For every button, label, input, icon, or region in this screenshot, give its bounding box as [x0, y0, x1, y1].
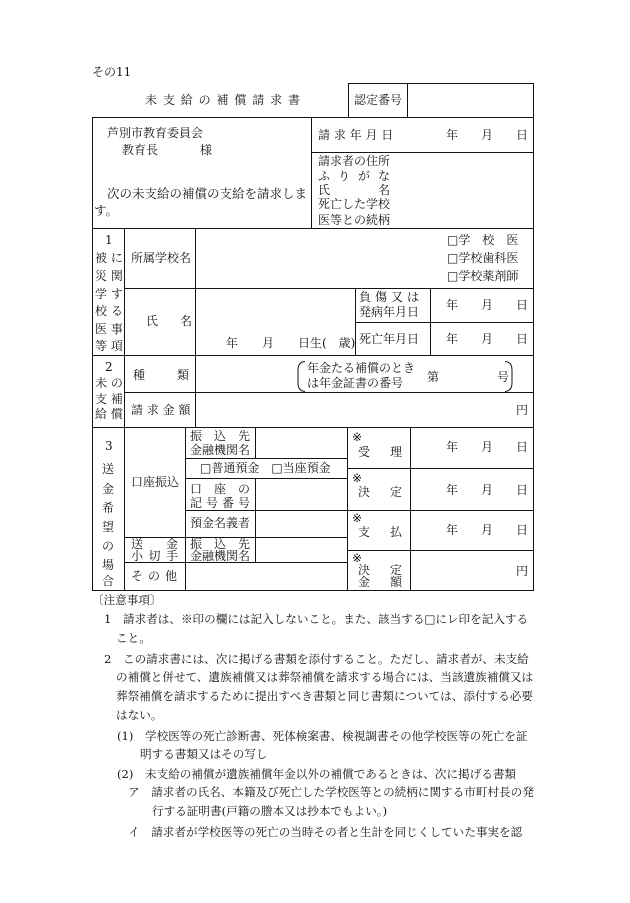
note-line: こと。 — [116, 631, 151, 645]
section1-heading-row: 等 項 — [95, 339, 123, 353]
date-year-unit: 年 — [446, 332, 459, 346]
date-year-unit: 年 — [446, 440, 459, 454]
note-line: (1) 学校医等の死亡診断書、死体検案書、検視調書その他学校医等の死亡を証 — [117, 729, 528, 743]
note-line: 明する書類又はその写し — [140, 747, 268, 761]
bank-name-label: 振 込 先 — [190, 429, 250, 443]
school-name-label: 所属学校名 — [131, 251, 192, 265]
date-year-unit: 年 — [446, 298, 459, 312]
section3-heading-char: 希 — [102, 501, 115, 515]
bank-name-label: 金融機関名 — [190, 443, 251, 457]
check-bank-name-label: 金融機関名 — [190, 549, 251, 563]
decided-amount-unit: 円 — [516, 564, 529, 578]
date-year-unit: 年 — [446, 523, 459, 537]
death-date-field — [446, 333, 528, 345]
office-use-mark: ※ — [352, 430, 363, 444]
payment-label: 支 払 — [358, 525, 402, 539]
certificate-number-suffix: 号 — [497, 370, 510, 384]
pension-note-line: は年金証書の番号 — [307, 376, 404, 390]
remittance-check-label: 送 金 — [131, 537, 178, 551]
date-month-unit: 月 — [480, 128, 493, 142]
bank-transfer-label: 口座振込 — [131, 475, 180, 489]
decision-date-field — [446, 484, 528, 496]
account-holder-label: 預金名義者 — [190, 516, 251, 530]
receipt-date-field — [446, 441, 528, 453]
section1-heading-row: 校 る — [95, 304, 123, 318]
claimant-address-label: 請求者の住所 — [318, 154, 391, 168]
death-date-label: 死亡年月日 — [359, 332, 420, 346]
certification-number-label: 認定番号 — [354, 93, 403, 107]
office-use-mark: ※ — [352, 551, 363, 565]
claimant-relation-label: 死亡した学校 — [318, 197, 391, 211]
claim-amount-label: 請 求 金 額 — [131, 403, 191, 417]
request-statement-line: 次の未支給の補償の支給を請求しま — [107, 186, 308, 201]
bracket-left — [298, 362, 305, 392]
claim-amount-unit: 円 — [516, 403, 529, 417]
note-line: 1 請求者は、※印の欄には記入しないこと。また、該当する□にレ印を記入する — [104, 612, 529, 626]
date-day-unit: 日 — [515, 298, 528, 312]
role-option-school-dentist: □学校歯科医 — [447, 251, 519, 265]
section2-heading-row: 未 の — [95, 376, 123, 390]
injury-date-label: 負 傷 又 は — [359, 290, 419, 304]
request-statement-line: す。 — [94, 203, 119, 218]
certificate-number-prefix: 第 — [427, 370, 440, 384]
claimant-name-label: 氏 名 — [318, 183, 390, 197]
injury-date-label: 発病年月日 — [359, 305, 420, 319]
check-bank-name-label: 振 込 先 — [190, 537, 250, 551]
section1-number: 1 — [105, 233, 113, 247]
date-day-unit: 日 — [515, 332, 528, 346]
remittance-check-label: 小 切 手 — [131, 549, 178, 563]
section3-heading-char: 金 — [102, 482, 115, 496]
note-line: 葬祭補償を請求するために提出すべき書類と同じ書類については、添付する必要 — [116, 689, 533, 703]
compensation-type-label: 種 類 — [133, 368, 189, 382]
decided-amount-label: 決 定 — [358, 563, 402, 577]
account-number-label: 記 号 番 号 — [190, 496, 250, 510]
date-month-unit: 月 — [480, 332, 493, 346]
section3-heading-char: 送 — [102, 462, 115, 476]
date-month-unit: 月 — [480, 440, 493, 454]
pension-note-line: 年金たる補償のとき — [307, 361, 416, 375]
note-line: 2 この請求書には、次に掲げる書類を添付すること。ただし、請求者が、未支給 — [104, 652, 529, 666]
section3-heading-char: 合 — [102, 574, 115, 588]
section2-heading-row: 給 償 — [95, 407, 123, 421]
date-month-unit: 月 — [480, 483, 493, 497]
decision-label: 決 定 — [358, 485, 402, 499]
account-type-options: □普通預金 □当座預金 — [200, 461, 331, 475]
section2-number: 2 — [105, 360, 113, 374]
note-line: 行する証明書(戸籍の謄本又は抄本でもよい。) — [152, 804, 388, 818]
notes-heading: 〔注意事項〕 — [92, 593, 162, 607]
receipt-label: 受 理 — [358, 445, 402, 459]
note-line: はない。 — [116, 708, 163, 722]
form-title: 未 支 給 の 補 償 請 求 書 — [145, 93, 300, 107]
section1-heading-row: 医 事 — [95, 322, 123, 336]
request-date-label: 請 求 年 月 日 — [318, 128, 394, 142]
section1-heading-row: 被 に — [95, 251, 123, 265]
section2-heading-row: 支 補 — [95, 392, 123, 406]
date-day-unit: 日 — [515, 128, 528, 142]
addressee-honorific: 様 — [200, 143, 213, 157]
date-day-unit: 日 — [515, 523, 528, 537]
date-month-unit: 月 — [480, 523, 493, 537]
date-day-unit: 日 — [515, 483, 528, 497]
other-method-label: そ の 他 — [131, 569, 177, 583]
request-date-field — [446, 129, 528, 141]
note-line: イ 請求者が学校医等の死亡の当時その者と生計を同じくしていた事実を認 — [128, 825, 523, 839]
payment-date-field — [446, 524, 528, 536]
date-year-unit: 年 — [446, 128, 459, 142]
birth-date-field: 年 月 日生( 歳) — [226, 336, 356, 350]
office-use-mark: ※ — [352, 471, 363, 485]
victim-name-label: 氏 名 — [146, 314, 192, 328]
role-option-school-pharmacist: □学校薬剤師 — [447, 269, 519, 283]
date-day-unit: 日 — [515, 440, 528, 454]
section3-heading-char: 場 — [102, 558, 115, 572]
note-line: ア 請求者の氏名、本籍及び死亡した学校医等との続柄に関する市町村長の発 — [128, 785, 534, 799]
section3-heading-char: の — [102, 539, 115, 553]
form-number: その11 — [92, 65, 132, 79]
date-month-unit: 月 — [480, 298, 493, 312]
section1-heading-row: 学 す — [95, 287, 123, 301]
office-use-mark: ※ — [352, 511, 363, 525]
section3-heading-char: 望 — [102, 520, 115, 534]
addressee-title: 教育長 — [122, 143, 159, 157]
claimant-relation-label: 医等との続柄 — [318, 213, 391, 227]
addressee-organization: 芦別市教育委員会 — [107, 126, 204, 140]
date-year-unit: 年 — [446, 483, 459, 497]
claimant-furigana-label: ふ り が な — [318, 169, 390, 183]
decided-amount-label: 金 額 — [358, 575, 402, 589]
injury-date-field — [446, 299, 528, 311]
role-option-school-doctor: □学 校 医 — [447, 233, 519, 247]
note-line: の補償と併せて、遺族補償又は葬祭補償を請求する場合には、当該遺族補償又は — [116, 670, 534, 684]
note-line: (2) 未支給の補償が遺族補償年金以外の補償であるときは、次に掲げる書類 — [117, 767, 517, 781]
section1-heading-row: 災 関 — [95, 269, 123, 283]
section3-number: 3 — [105, 439, 113, 453]
account-number-label: 口 座 の — [190, 482, 250, 496]
